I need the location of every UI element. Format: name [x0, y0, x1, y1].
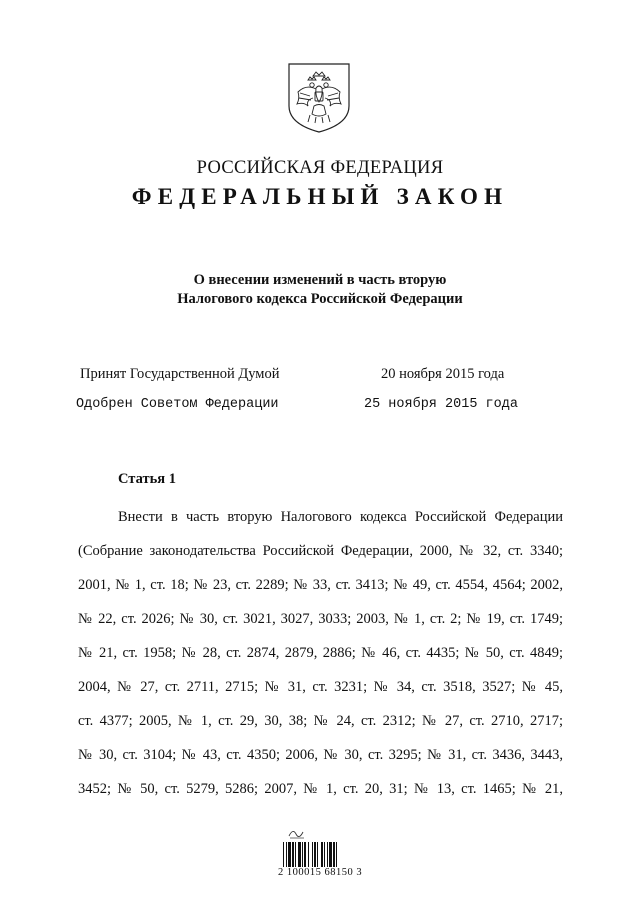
- article-heading: Статья 1: [118, 471, 176, 487]
- registration-stamp-mark: [287, 826, 307, 840]
- country-name: РОССИЙСКАЯ ФЕДЕРАЦИЯ: [196, 158, 444, 178]
- document-type: ФЕДЕРАЛЬНЫЙ ЗАКОН: [131, 184, 509, 209]
- paragraph-line: 2004, № 27, ст. 2711, 2715; № 31, ст. 3231; № 34, ст. 3518, 3527; № 45,: [78, 679, 563, 695]
- duma-adoption-label: Принят Государственной Думой: [80, 366, 280, 382]
- paragraph-line: 2001, № 1, ст. 18; № 23, ст. 2289; № 33, ст. 3413; № 49, ст. 4554, 4564; 2002,: [78, 577, 563, 593]
- duma-adoption-date: 20 ноября 2015 года: [381, 366, 505, 382]
- council-approval-date: 25 ноября 2015 года: [364, 397, 518, 412]
- law-title-line-1: О внесении изменений в часть вторую: [193, 272, 447, 288]
- paragraph-line: (Собрание законодательства Российской Федерации, 2000, № 32, ст. 3340;: [78, 543, 563, 559]
- paragraph-line: № 21, ст. 1958; № 28, ст. 2874, 2879, 2886; № 46, ст. 4435; № 50, ст. 4849;: [78, 645, 563, 661]
- barcode-number: 2 100015 68150 3: [277, 867, 363, 878]
- paragraph-line: Внести в часть вторую Налогового кодекса Российской Федерации: [118, 509, 563, 525]
- article-paragraph: [78, 500, 563, 806]
- law-title-line-2: Налогового кодекса Российской Федерации: [177, 291, 463, 307]
- paragraph-line: ст. 4377; 2005, № 1, ст. 29, 30, 38; № 24, ст. 2312; № 27, ст. 2710, 2717;: [78, 713, 563, 729]
- council-approval-label: Одобрен Советом Федерации: [76, 397, 279, 412]
- law-title: [0, 271, 640, 309]
- paragraph-line: 3452; № 50, ст. 5279, 5286; 2007, № 1, ст. 20, 31; № 13, ст. 1465; № 21,: [78, 781, 563, 797]
- document-barcode: [283, 842, 359, 867]
- paragraph-line: № 30, ст. 3104; № 43, ст. 4350; 2006, № 30, ст. 3295; № 31, ст. 3436, 3443,: [78, 747, 563, 763]
- paragraph-line: № 22, ст. 2026; № 30, ст. 3021, 3027, 3033; 2003, № 1, ст. 2; № 19, ст. 1749;: [78, 611, 563, 627]
- russian-coat-of-arms-icon: [286, 62, 352, 134]
